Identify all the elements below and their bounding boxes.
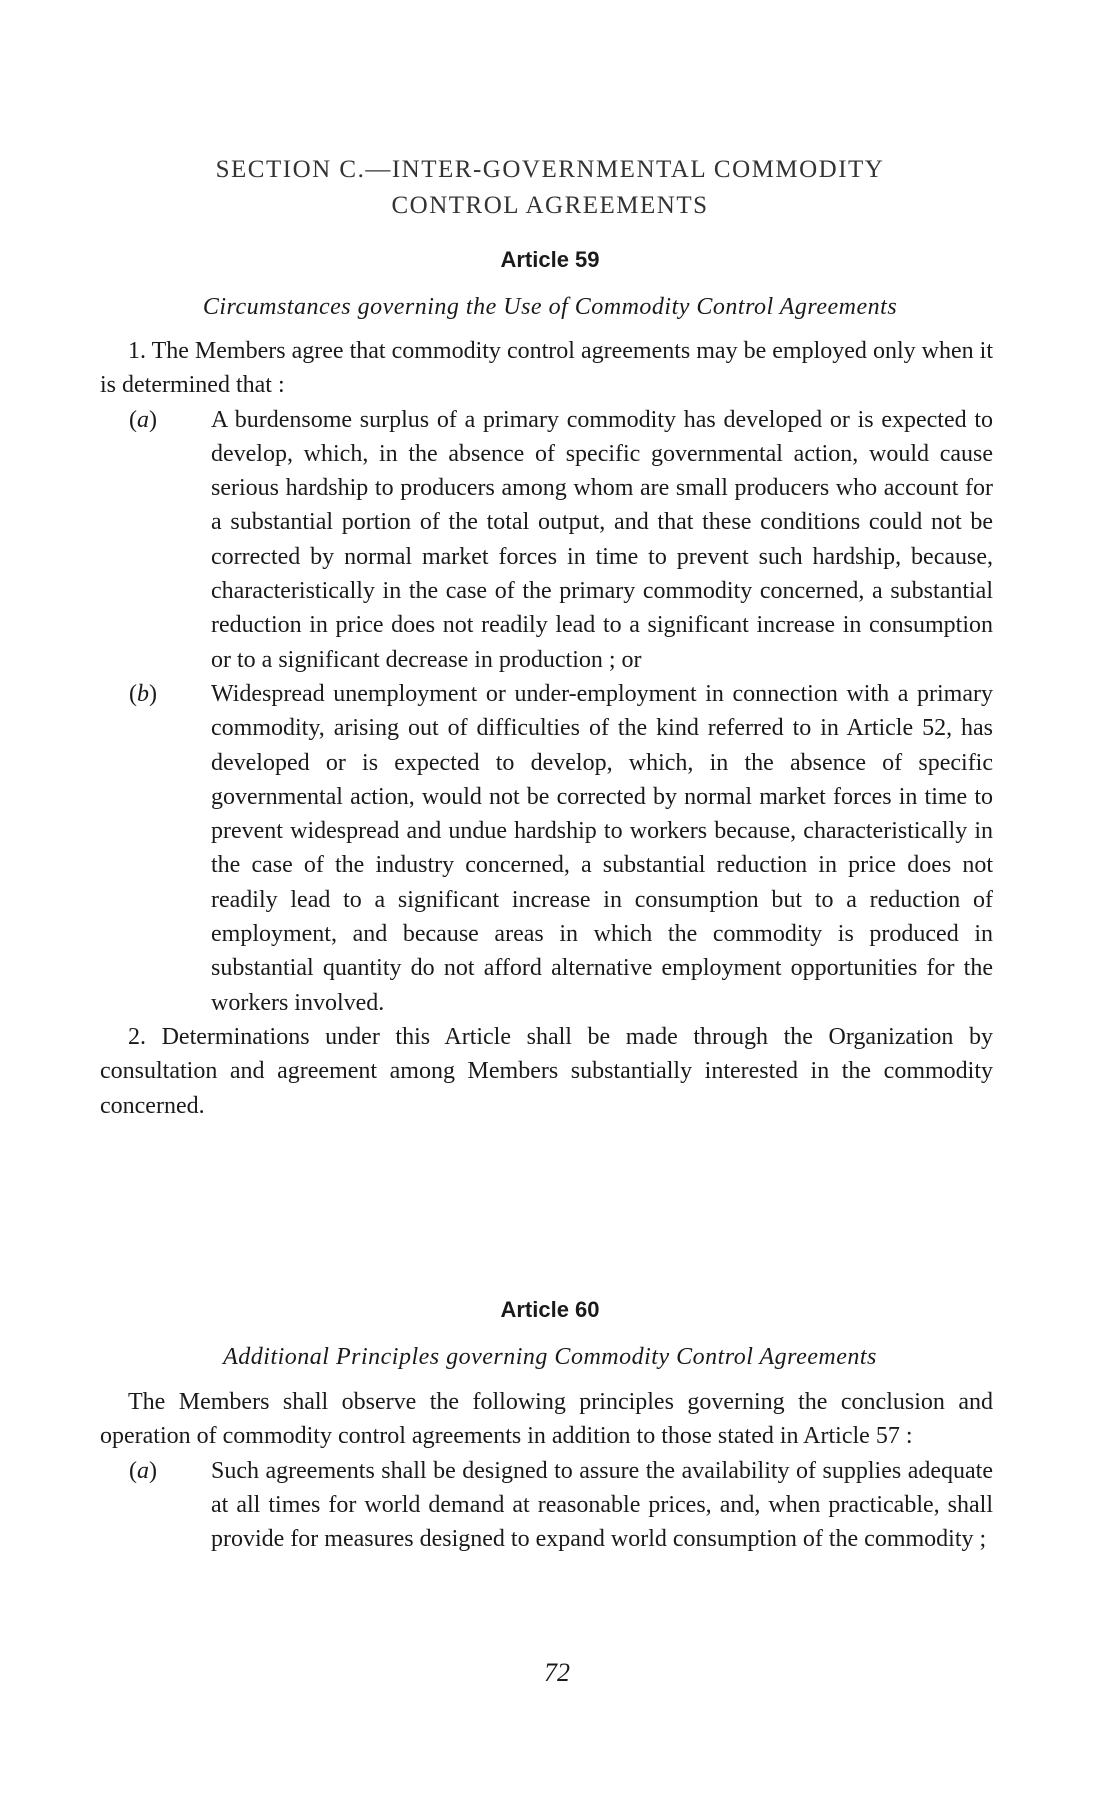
article-59-item-a [100,403,993,677]
article-60-heading: Article 60 [500,1297,600,1322]
item-a-text: A burdensome surplus of a primary commodity has developed or is expected to develop, which, in the absence of specific governmental action, would cause serious hardship to producers among whom are small producers who account for a substantial portion of the total output, and that these conditions could not be corrected by normal market forces in time to prevent such hardship, because, characteristically in the case of the primary commodity concerned, a substantial reduction in price does not readily lead to a significant increase in consumption or to a significant decrease in production ; or [211,406,993,673]
section-title-line-2: CONTROL AGREEMENTS [391,192,709,219]
article-59-body [100,334,993,1123]
article-59-item-b [100,677,993,1020]
article-60-paragraph-1: The Members shall observe the following principles governing the conclusion and operation of commodity control agreements in addition to those stated in Article 57 : [100,1389,993,1450]
article-59-subtitle: Circumstances governing the Use of Commodity Control Agreements [202,294,898,320]
article-60-subtitle: Additional Principles governing Commodity Control Agreements [223,1344,877,1370]
item-a-text: Such agreements shall be designed to assure the availability of supplies adequate at all times for world demand at reasonable prices, and, when practicable, shall provide for measures designed to expand world consumption of the commodity ; [211,1457,993,1553]
section-title [100,152,1000,224]
page-number: 72 [544,1658,570,1687]
section-title-line-1: SECTION C.—INTER-GOVERNMENTAL COMMODITY [215,156,885,183]
article-59-paragraph-2: 2. Determinations under this Article shall be made through the Organization by consultation and agreement among Members substantially interested in the commodity concerned. [100,1023,993,1119]
item-b-text: Widespread unemployment or under-employment in connection with a primary commodity, arising out of difficulties of the kind referred to in Article 52, has developed or is expected to develop, which, in the absence of specific governmental action, would not be corrected by normal market forces in time to prevent widespread and undue hardship to workers because, characteristically in the case of the industry concerned, a substantial reduction in price does not readily lead to a significant increase in consumption but to a reduction of employment, and because areas in which the commodity is produced in substantial quantity do not afford alternative employment opportunities for the workers involved. [211,680,993,1016]
article-59-paragraph-1: 1. The Members agree that commodity control agreements may be employed only when it is determined that : [100,338,993,399]
article-60-body [100,1385,993,1556]
item-a-label: (a) [129,1457,157,1484]
article-60-item-a [100,1454,993,1557]
item-b-label: (b) [129,680,157,707]
article-59-heading: Article 59 [500,247,600,272]
item-a-label: (a) [129,406,157,433]
